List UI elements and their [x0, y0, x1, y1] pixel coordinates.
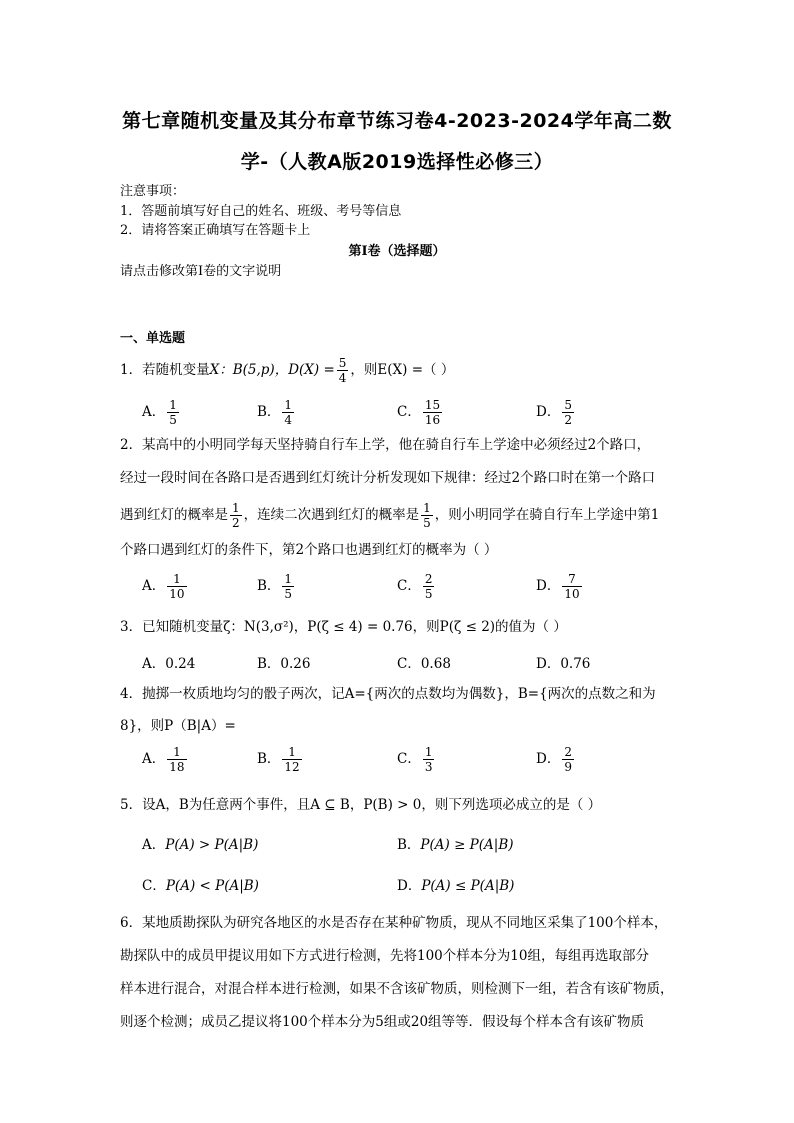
- question-2-line-2: 经过一段时间在各路口是否遇到红灯统计分析发现如下规律：经过2个路口时在第一个路口: [120, 470, 656, 486]
- fraction: $\frac{1}{5}$: [423, 501, 431, 530]
- fraction: $\frac{2}{5}$: [424, 572, 433, 601]
- question-number: 1．: [120, 362, 143, 378]
- fraction: $\frac{5}{4}$: [338, 356, 347, 385]
- volume-description: 请点击修改第I卷的文字说明: [120, 264, 282, 279]
- option-b: B．P(A) ≥ P(A|B): [397, 837, 514, 853]
- question-2-line-4: 个路口遇到红灯的条件下，第2个路口也遇到红灯的概率为（ ）: [120, 542, 498, 558]
- option-c: C． $\frac{1}{3}$: [397, 745, 433, 774]
- question-3-stem: 3．已知随机变量ζ：N(3,σ²)，P(ζ ≤ 4) = 0.76，则P(ζ ≤ 2)的值为（ ）: [120, 619, 567, 635]
- fraction: $\frac{1}{2}$: [232, 501, 240, 530]
- question-2-line-3: 遇到红灯的概率是 $\frac{1}{2}$ ，连续二次遇到红灯的概率是 $\frac{1}{5}$ ，则小明同学在骑自行车上学途中第1: [120, 501, 660, 530]
- notice-item-2: 2．请将答案正确填写在答题卡上: [120, 223, 311, 238]
- option-d: D．0.76: [536, 656, 591, 672]
- fraction: $\frac{15}{16}$: [424, 398, 441, 427]
- option-a: A．0.24: [142, 656, 196, 672]
- question-6-line-4: 则逐个检测；成员乙提议将100个样本分为5组或20组等等．假设每个样本含有该矿物质: [120, 1014, 645, 1030]
- option-b: B． $\frac{1}{5}$: [257, 572, 293, 601]
- math-expr: ：B(5,p)，D(X) =: [219, 362, 335, 378]
- option-c: C．0.68: [397, 656, 451, 672]
- option-a: A．P(A) > P(A|B): [142, 837, 259, 853]
- question-1-stem: [120, 356, 454, 385]
- fraction: $\frac{1}{12}$: [284, 745, 300, 774]
- option-d: D．P(A) ≤ P(A|B): [397, 878, 515, 894]
- option-d: D． $\frac{7}{10}$: [536, 572, 580, 601]
- doc-title-line-1: 第七章随机变量及其分布章节练习卷4-2023-2024学年高二数: [122, 110, 672, 132]
- fraction: $\frac{1}{10}$: [169, 572, 185, 601]
- fraction: $\frac{7}{10}$: [564, 572, 580, 601]
- question-6-line-1: 6．某地质勘探队为研究各地区的水是否存在某种矿物质，现从不同地区采集了100个样本，: [120, 915, 668, 931]
- option-b: B． $\frac{1}{12}$: [257, 745, 300, 774]
- fraction: $\frac{1}{18}$: [169, 745, 185, 774]
- question-5-stem: 5．设A，B为任意两个事件，且A ⊆ B，P(B) > 0，则下列选项必成立的是（ ）: [120, 797, 602, 813]
- option-d: D． $\frac{2}{9}$: [536, 745, 572, 774]
- fraction: $\frac{2}{9}$: [564, 745, 572, 774]
- question-4-line-1: 4．抛掷一枚质地均匀的骰子两次，记A={两次的点数均为偶数}，B={两次的点数之和为: [120, 686, 656, 702]
- option-a: A． $\frac{1}{18}$: [142, 745, 185, 774]
- fraction: $\frac{1}{3}$: [424, 745, 433, 774]
- question-4-line-2: 8}，则P（B|A）=: [120, 718, 236, 734]
- fraction: $\frac{1}{4}$: [284, 398, 293, 427]
- question-6-line-2: 勘探队中的成员甲提议用如下方式进行检测，先将100个样本分为10组，每组再选取部分: [120, 948, 649, 964]
- question-2-line-1: 2．某高中的小明同学每天坚持骑自行车上学，他在骑自行车上学途中必须经过2个路口，: [120, 437, 651, 453]
- fraction: $\frac{5}{2}$: [564, 398, 572, 427]
- fraction: $\frac{1}{5}$: [284, 572, 293, 601]
- volume-title: 第I卷（选择题）: [348, 244, 446, 259]
- notice-item-1: 1．答题前填写好自己的姓名、班级、考号等信息: [120, 204, 402, 219]
- stem-text: ，则E(X) =（ ）: [350, 362, 455, 378]
- section-heading: 一、单选题: [120, 331, 186, 346]
- stem-text: 若随机变量: [142, 362, 210, 378]
- option-c: C．P(A) < P(A|B): [142, 878, 259, 894]
- option-d: D． $\frac{5}{2}$: [536, 398, 572, 427]
- option-a: A． $\frac{1}{5}$: [142, 398, 177, 427]
- question-6-line-3: 样本进行混合，对混合样本进行检测，如果不含该矿物质，则检测下一组，若含有该矿物质，: [120, 981, 674, 997]
- notice-heading: 注意事项：: [120, 184, 186, 199]
- fraction: $\frac{1}{5}$: [169, 398, 177, 427]
- option-a: A． $\frac{1}{10}$: [142, 572, 185, 601]
- option-c: C． $\frac{2}{5}$: [397, 572, 433, 601]
- math-expr: X: [209, 362, 220, 378]
- option-b: B． $\frac{1}{4}$: [257, 398, 293, 427]
- doc-title-line-2: 学-（人教A版2019选择性必修三）: [240, 151, 554, 173]
- option-c: C． $\frac{15}{16}$: [397, 398, 441, 427]
- option-b: B．0.26: [257, 656, 311, 672]
